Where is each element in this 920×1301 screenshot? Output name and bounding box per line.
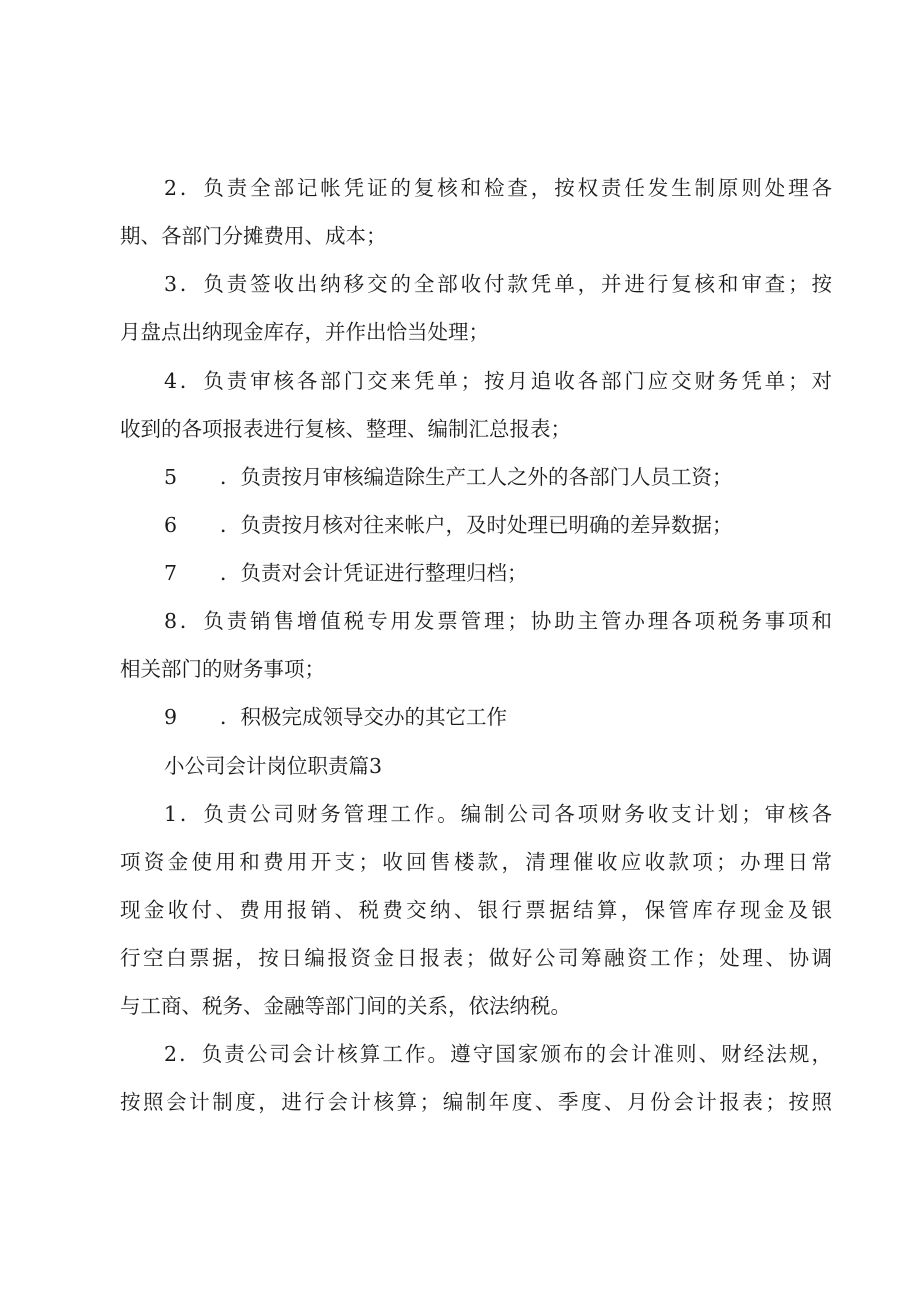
paragraph-5-text: ．负责按月审核编造除生产工人之外的各部门人员工资； [220, 465, 733, 489]
section-1-line-5: 与工商、税务、金融等部门间的关系，依法纳税。 [120, 994, 571, 1018]
paragraph-8-line-2: 相关部门的财务事项； [120, 657, 325, 681]
section-heading: 小公司会计岗位职责篇3 [164, 754, 383, 778]
paragraph-8-line-1: 8．负责销售增值税专用发票管理；协助主管办理各项税务事项和 [164, 609, 832, 633]
section-1-line-4: 行空白票据，按日编报资金日报表；做好公司筹融资工作；处理、协调 [120, 946, 832, 970]
section-1-line-3: 现金收付、费用报销、税费交纳、银行票据结算，保管库存现金及银 [120, 898, 832, 922]
paragraph-6 [164, 510, 832, 540]
paragraph-3-line-2: 月盘点出纳现金库存，并作出恰当处理； [120, 320, 489, 344]
paragraph-2-line-1: 2．负责全部记帐凭证的复核和检查，按权责任发生制原则处理各 [164, 176, 832, 200]
paragraph-7-text: ．负责对会计凭证进行整理归档； [220, 561, 528, 585]
paragraph-7 [164, 558, 832, 588]
paragraph-3-line-1: 3．负责签收出纳移交的全部收付款凭单，并进行复核和审查；按 [164, 272, 832, 296]
section-1-line-2: 项资金使用和费用开支；收回售楼款，清理催收应收款项；办理日常 [120, 850, 832, 874]
paragraph-9-number: 9 [164, 705, 178, 729]
paragraph-5 [164, 462, 832, 492]
paragraph-7-number: 7 [164, 561, 178, 585]
paragraph-4-line-2: 收到的各项报表进行复核、整理、编制汇总报表； [120, 417, 571, 441]
paragraph-4-line-1: 4．负责审核各部门交来凭单；按月追收各部门应交财务凭单；对 [164, 369, 832, 393]
section-2-line-1: 2．负责公司会计核算工作。遵守国家颁布的会计准则、财经法规， [164, 1042, 832, 1066]
paragraph-2-line-2: 期、各部门分摊费用、成本； [120, 224, 387, 248]
paragraph-5-number: 5 [164, 465, 178, 489]
paragraph-9 [164, 702, 832, 732]
paragraph-9-text: ．积极完成领导交办的其它工作 [220, 705, 507, 729]
paragraph-6-number: 6 [164, 513, 178, 537]
section-2-line-2: 按照会计制度，进行会计核算；编制年度、季度、月份会计报表；按照 [120, 1090, 832, 1114]
paragraph-6-text: ．负责按月核对往来帐户，及时处理已明确的差异数据； [220, 513, 733, 537]
section-1-line-1: 1．负责公司财务管理工作。编制公司各项财务收支计划；审核各 [164, 802, 832, 826]
